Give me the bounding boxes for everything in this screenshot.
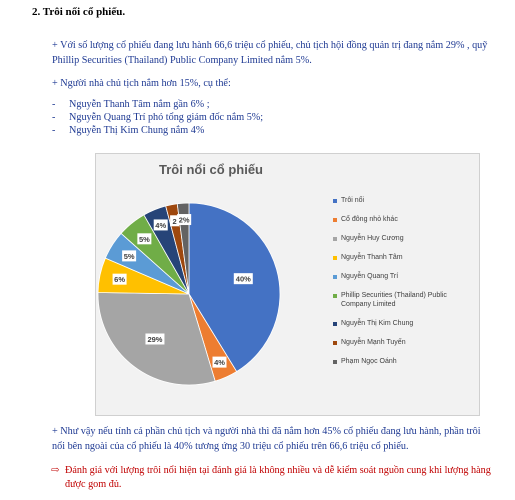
- legend-swatch: [333, 199, 337, 203]
- legend-label: Phillip Securities (Thailand) Public Company Limited: [341, 292, 447, 308]
- legend-swatch: [333, 256, 337, 260]
- data-label: 2%: [178, 215, 190, 225]
- legend-item: [333, 291, 477, 309]
- data-label: 4%: [155, 220, 167, 230]
- chart-legend: [333, 196, 477, 376]
- legend-swatch: [333, 341, 337, 345]
- paragraph-shares: + Với số lượng cổ phiếu đang lưu hành 66,6 triệu cổ phiếu, chủ tịch hội đồng quản trị đang nắm 29% , quỹ Phillip Securities (Thailand) Public Company Limited nắm 5%.: [52, 40, 488, 66]
- data-label: 5%: [138, 234, 150, 244]
- legend-swatch: [333, 322, 337, 326]
- legend-swatch: [333, 360, 337, 364]
- pie-chart: [95, 153, 480, 416]
- legend-item: [333, 319, 477, 328]
- legend-label: Nguyễn Mạnh Tuyến: [341, 339, 406, 346]
- chart-title: Trôi nổi cổ phiếu: [159, 162, 263, 177]
- legend-label: Nguyễn Thị Kim Chung: [341, 320, 414, 327]
- legend-item: [333, 234, 477, 243]
- legend-item: [333, 357, 477, 366]
- paragraph-summary: + Như vậy nếu tính cả phần chủ tịch và người nhà thì đã nắm hơn 45% cổ phiếu đang lưu hành, phần trôi nổi bên ngoài của cổ phiếu là 40% tương ứng 30 triệu cổ phiếu trên 66,6 triệu cổ phiếu.: [52, 426, 481, 452]
- list-item: - Nguyễn Thanh Tâm nắm gần 6% ;: [52, 99, 210, 110]
- legend-swatch: [333, 275, 337, 279]
- section-heading: 2. Trôi nổi cổ phiếu.: [32, 6, 126, 18]
- legend-item: [333, 253, 477, 262]
- family-holdings-list: [52, 98, 263, 137]
- legend-swatch: [333, 237, 337, 241]
- data-label: 29%: [147, 334, 163, 344]
- data-label: 4%: [214, 358, 225, 368]
- legend-label: Nguyễn Huy Cương: [341, 235, 404, 242]
- list-item: - Nguyễn Thị Kim Chung nắm 4%: [52, 125, 205, 136]
- legend-label: Trôi nổi: [341, 197, 365, 204]
- paragraph-family: + Người nhà chủ tịch nắm hơn 15%, cụ thể:: [52, 78, 231, 89]
- legend-swatch: [333, 218, 337, 222]
- legend-item: [333, 272, 477, 281]
- conclusion-text: Đánh giá với lượng trôi nổi hiện tại đánh giá là không nhiều và dễ kiểm soát nguồn cung khi lượng hàng được gom đủ.: [65, 465, 491, 490]
- legend-swatch: [333, 294, 337, 298]
- data-label: 5%: [123, 251, 135, 261]
- data-label: 2: [172, 216, 177, 226]
- arrow-right-icon: ⇨: [51, 465, 60, 476]
- pie-svg: [96, 154, 326, 415]
- legend-label: Phạm Ngọc Oánh: [341, 358, 397, 365]
- legend-label: Nguyễn Quang Trí: [341, 273, 399, 280]
- data-label: 40%: [235, 274, 251, 284]
- legend-label: Nguyễn Thanh Tâm: [341, 254, 403, 261]
- legend-item: [333, 196, 477, 205]
- legend-item: [333, 215, 477, 224]
- legend-item: [333, 338, 477, 347]
- list-item: - Nguyễn Quang Trí phó tổng giám đốc nắm 5%;: [52, 112, 264, 123]
- conclusion: [52, 464, 504, 492]
- legend-label: Cổ đông nhỏ khác: [341, 216, 398, 223]
- data-label: 6%: [114, 275, 126, 285]
